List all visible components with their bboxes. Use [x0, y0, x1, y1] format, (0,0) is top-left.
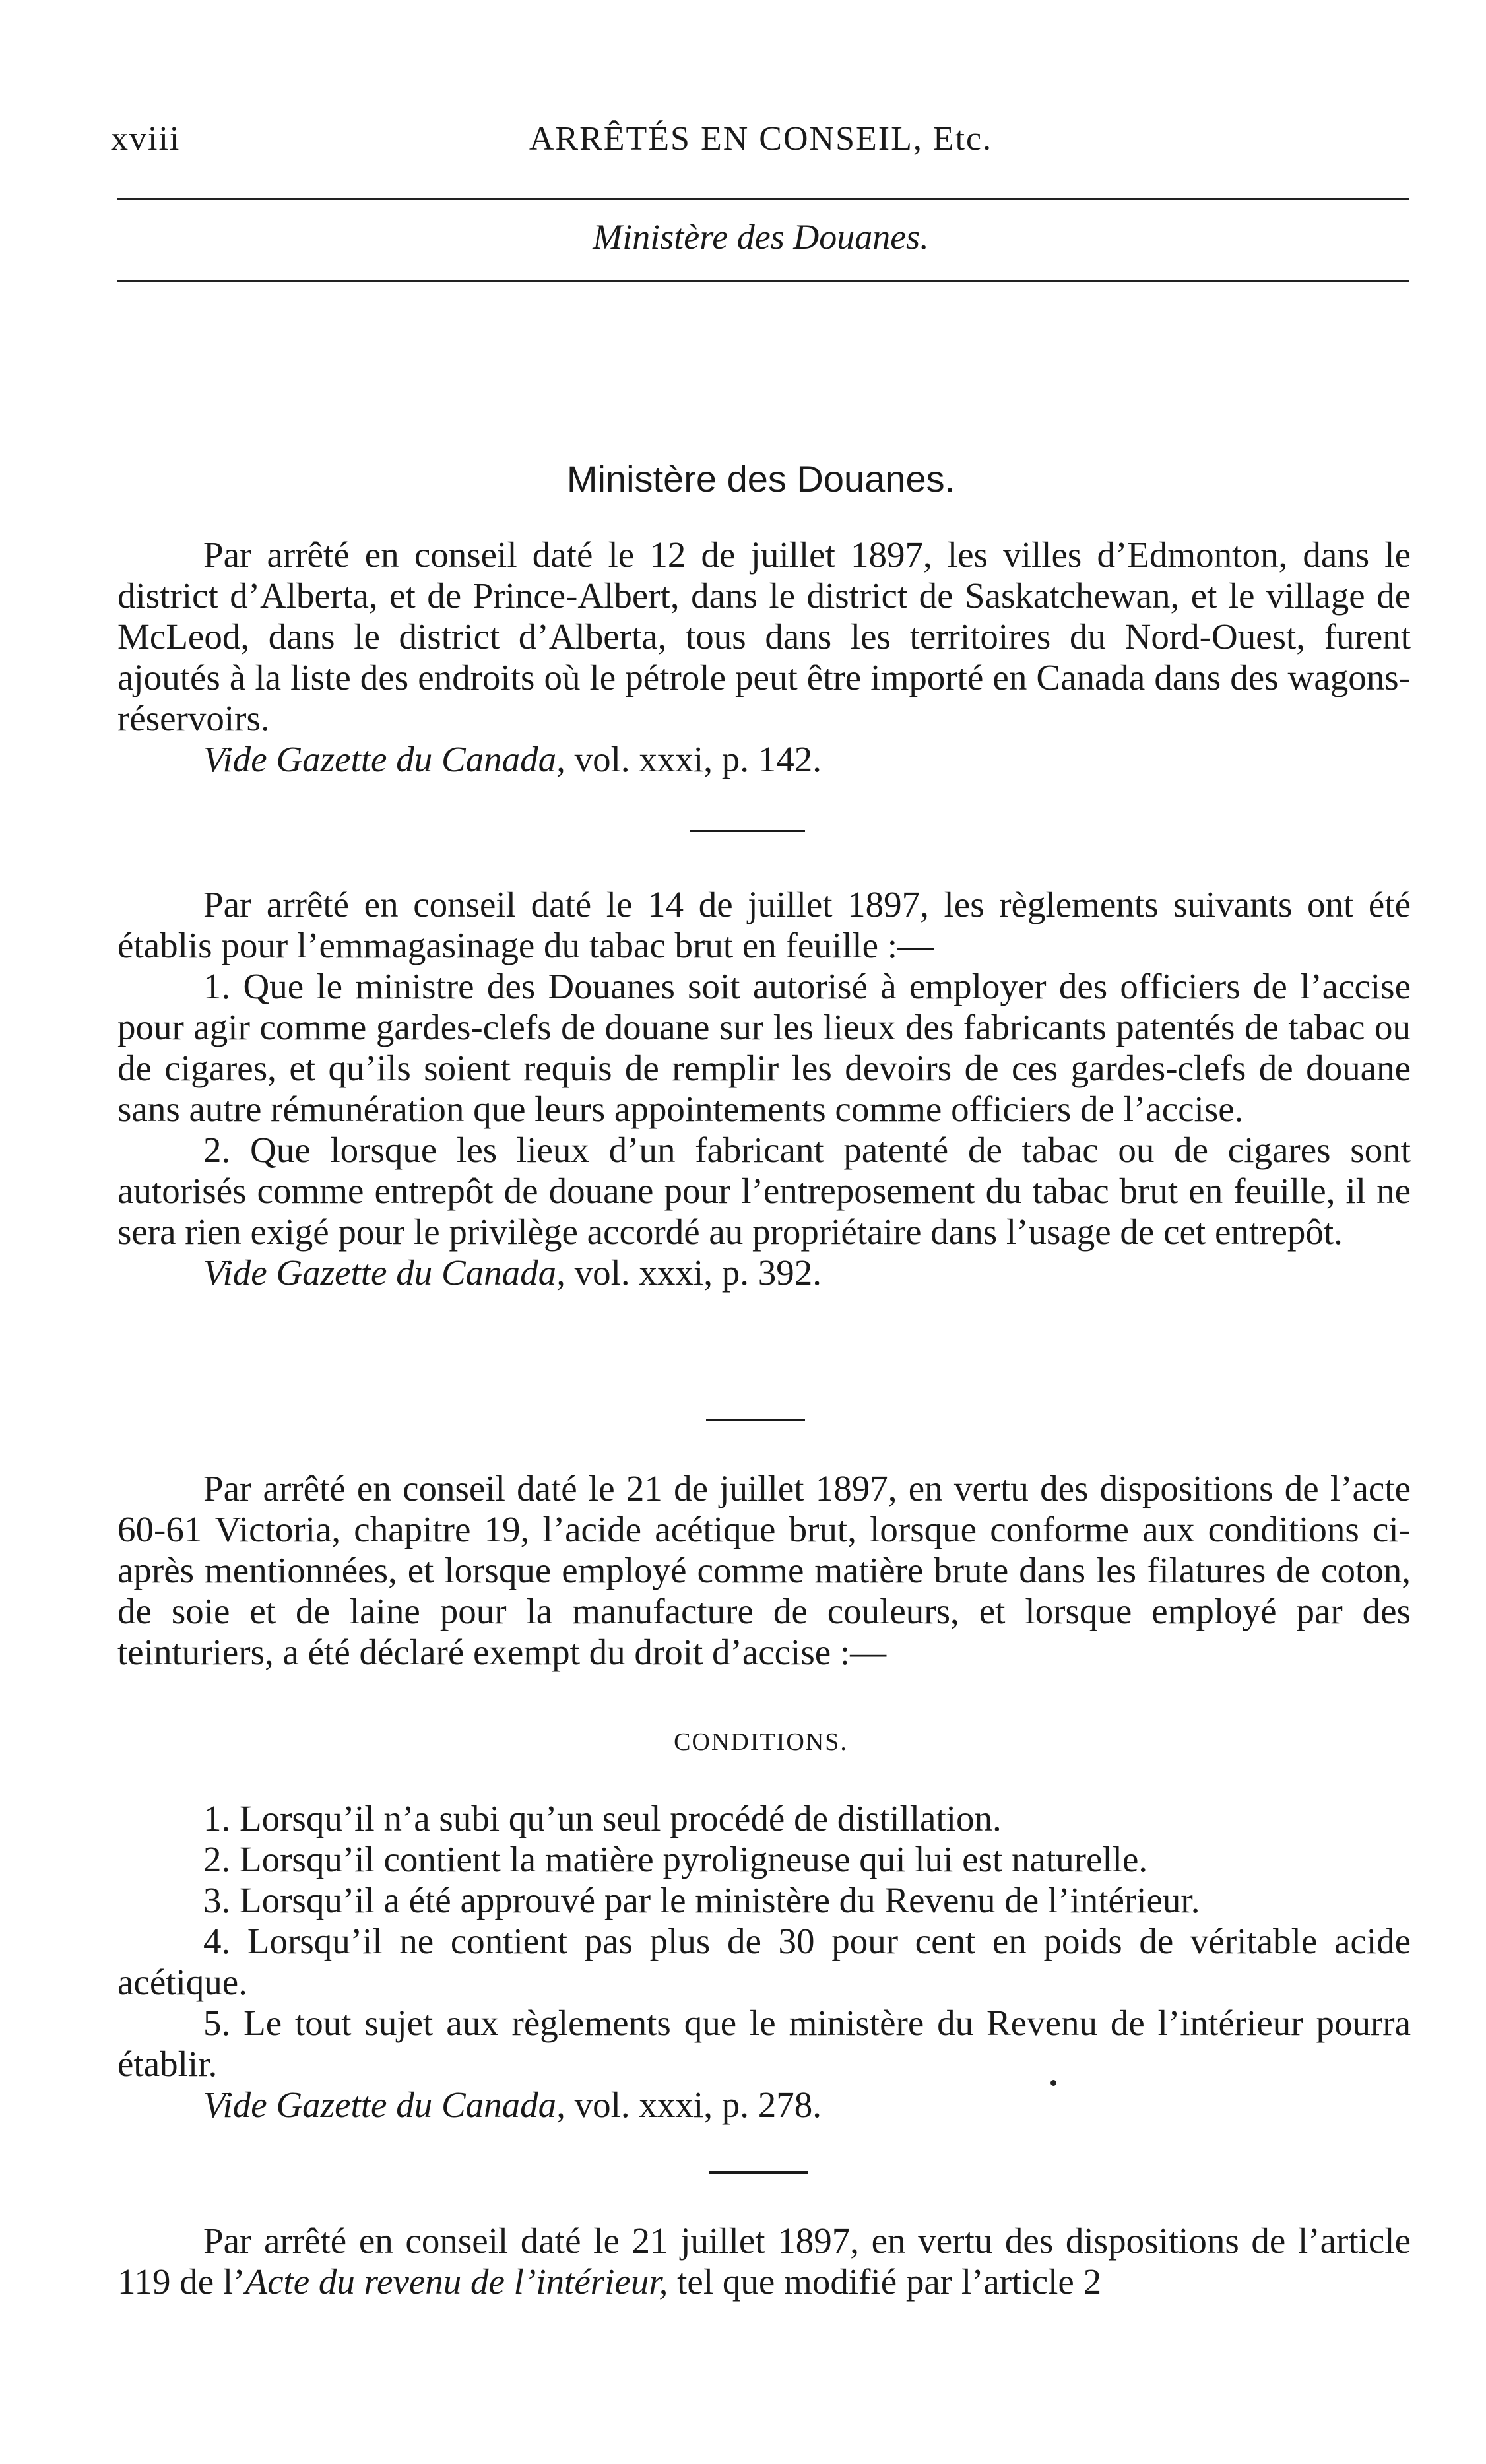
- entry-1-citation: [117, 739, 1411, 780]
- act-title: Acte du revenu de l’intérieur,: [245, 2261, 668, 2302]
- condition-1: 1. Lorsqu’il n’a subi qu’un seul procédé de distillation.: [203, 1798, 1002, 1838]
- entry-2-citation: [117, 1252, 1411, 1293]
- entry-4-intro: [117, 2221, 1411, 2302]
- citation-ref: vol. xxxi, p. 278.: [574, 2085, 822, 2125]
- separator-rule: [706, 1419, 805, 1421]
- conditions-heading: CONDITIONS.: [674, 1728, 848, 1756]
- citation-source: Vide Gazette du Canada,: [203, 2085, 565, 2125]
- entry-3-citation: [117, 2085, 1411, 2125]
- entry-4: [117, 2221, 1411, 2302]
- citation-source: Vide Gazette du Canada,: [203, 739, 565, 779]
- entry-1-body: Par arrêté en conseil daté le 12 de juillet 1897, les villes d’Edmonton, dans le district d’Alberta, et de Prince-Albert, dans le district de Saskatchewan, et le village de McLeod, dans le district d’Alberta, tous dans les territoires du Nord-Ouest, furent ajoutés à la liste des endroits où le pétrole peut être importé en Canada dans des wagons-réservoirs.: [117, 535, 1411, 738]
- entry-3-intro: Par arrêté en conseil daté le 21 de juillet 1897, en vertu des dispositions de l’acte 60-61 Victoria, chapitre 19, l’acide acétique brut, lorsque conforme aux conditions ci-après mentionnées, et lorsque employé comme matière brute dans les filatures de coton, de soie et de laine pour la manufacture de couleurs, et lorsque employé par des teinturiers, a été déclaré exempt du droit d’accise :—: [117, 1468, 1411, 1672]
- citation-ref: vol. xxxi, p. 142.: [574, 739, 822, 779]
- citation-ref: vol. xxxi, p. 392.: [574, 1252, 822, 1293]
- header-subtitle: Ministère des Douanes.: [593, 217, 929, 257]
- entry-3: [117, 1468, 1411, 1673]
- condition-2: 2. Lorsqu’il contient la matière pyroligneuse qui lui est naturelle.: [203, 1839, 1148, 1879]
- header-rule-top: [117, 198, 1409, 200]
- header-rule-bottom: [117, 280, 1409, 282]
- ink-speck: [1050, 2080, 1056, 2086]
- separator-rule: [690, 830, 805, 832]
- entry-2-item-2: 2. Que lorsque les lieux d’un fabricant patenté de tabac ou de cigares sont autorisés comme entrepôt de douane pour l’entreposement du tabac brut en feuille, il ne sera rien exigé pour le privilège accordé au propriétaire dans l’usage de cet entrepôt.: [117, 1130, 1411, 1252]
- entry-2: [117, 884, 1411, 1293]
- entry-2-intro: Par arrêté en conseil daté le 14 de juillet 1897, les règlements suivants ont été établis pour l’emmagasinage du tabac brut en feuille :—: [117, 884, 1411, 965]
- entry-1: [117, 535, 1411, 780]
- running-head: [111, 116, 1411, 162]
- entry-2-item-1: 1. Que le ministre des Douanes soit autorisé à employer des officiers de l’accise pour agir comme gardes-clefs de douane sur les lieux des fabricants patentés de tabac ou de cigares, et qu’ils soient requis de remplir les devoirs de ces gardes-clefs de douane sans autre rémunération que leurs appointements comme officiers de l’accise.: [117, 966, 1411, 1129]
- running-title: ARRÊTÉS EN CONSEIL, Etc.: [529, 120, 993, 158]
- conditions-list: [117, 1798, 1411, 2125]
- page-number: xviii: [111, 120, 181, 158]
- citation-source: Vide Gazette du Canada,: [203, 1252, 565, 1293]
- separator-rule: [709, 2171, 808, 2174]
- entry-4-intro-end: tel que modifié par l’article 2: [668, 2261, 1102, 2302]
- condition-4: 4. Lorsqu’il ne contient pas plus de 30 pour cent en poids de véritable acide acétique.: [117, 1921, 1411, 2002]
- condition-3: 3. Lorsqu’il a été approuvé par le ministère du Revenu de l’intérieur.: [203, 1880, 1200, 1920]
- entry-4-intro-start: Par arrêté en conseil daté le 21 juillet 1897, en vertu des dispositions de l’article 119 de l’: [117, 2221, 1411, 2302]
- condition-5: 5. Le tout sujet aux règlements que le ministère du Revenu de l’intérieur pourra établir.: [117, 2003, 1411, 2084]
- section-title: Ministère des Douanes.: [566, 458, 955, 500]
